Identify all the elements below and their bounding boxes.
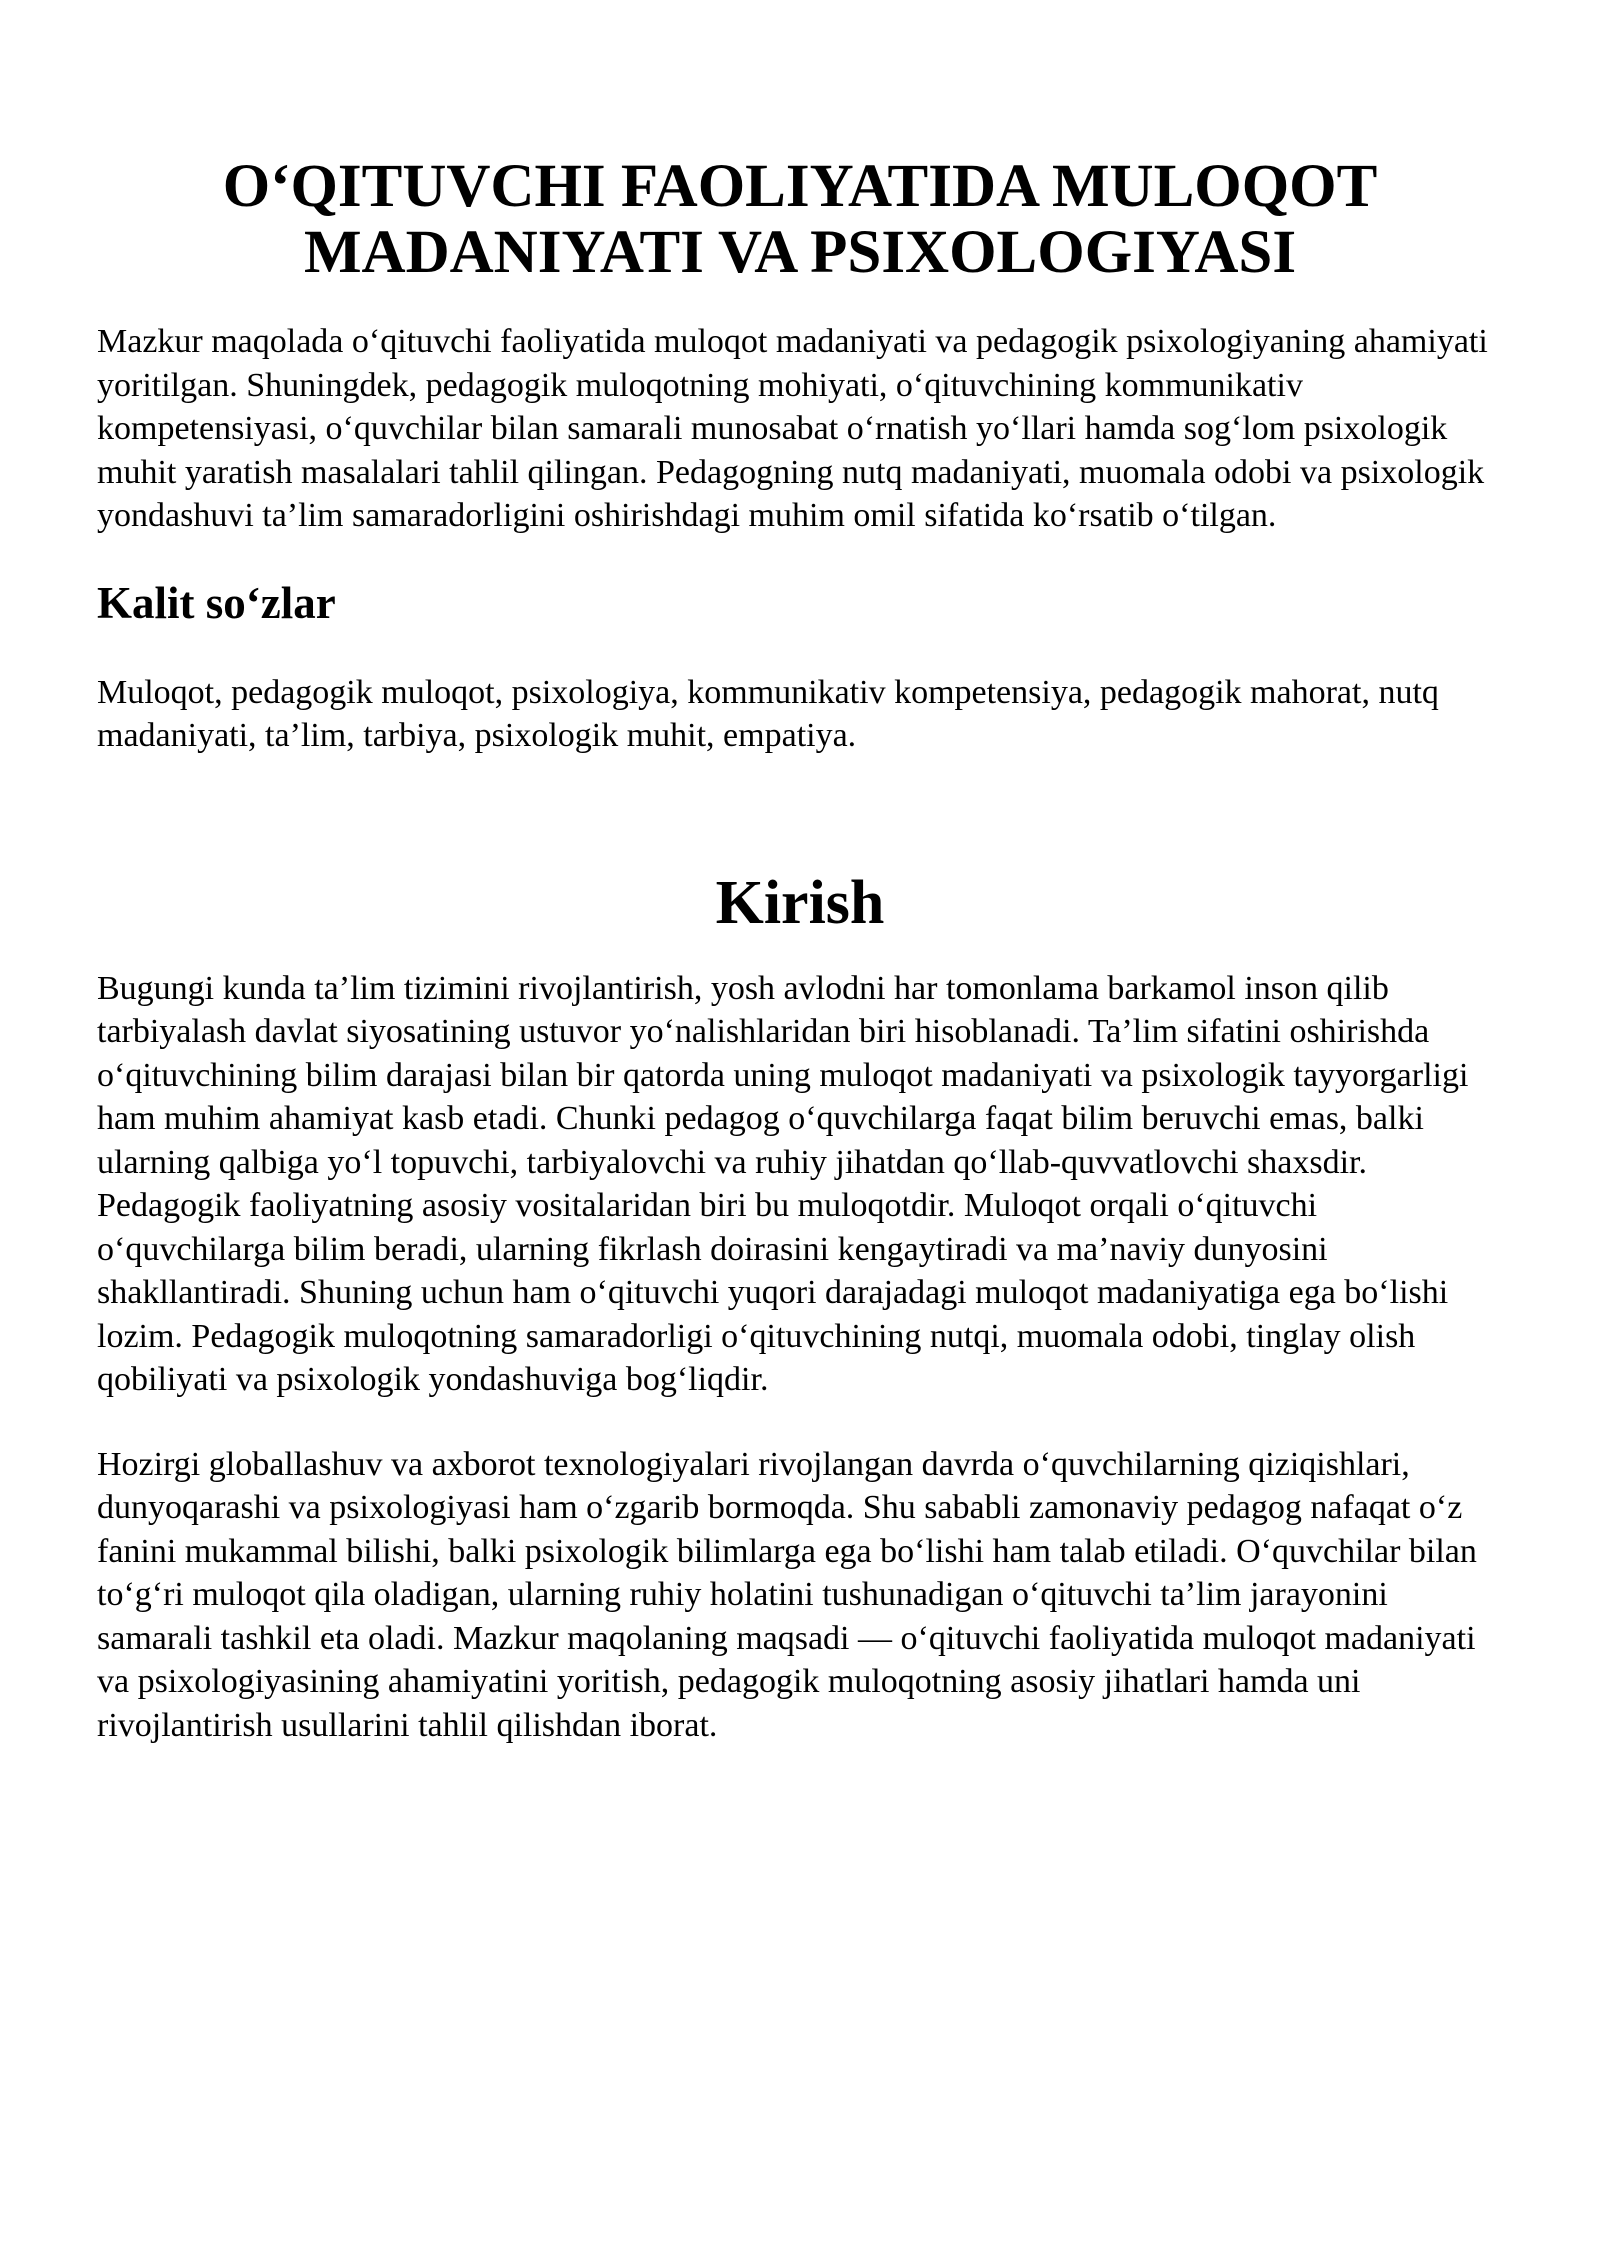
abstract-paragraph: Mazkur maqolada o‘qituvchi faoliyatida muloqot madaniyati va pedagogik psixologiyaning ahamiyati yoritilgan. Shuningdek, pedagogik muloqotning mohiyati, o‘qituvchining kommunikativ kompetensiyasi, o‘quvchilar bilan samarali munosabat o‘rnatish yo‘llari hamda sog‘lom psixologik muhit yaratish masalalari tahlil qilingan. Pedagogning nutq madaniyati, muomala odobi va psixologik yondashuvi ta’lim samaradorligini oshirishdagi muhim omil sifatida ko‘rsatib o‘tilgan. (97, 323, 1488, 534)
document-title: O‘QITUVCHI FAOLIYATIDA MULOQOT MADANIYATI VA PSIXOLOGIYASI (222, 153, 1378, 286)
intro-paragraph: Bugungi kunda ta’lim tizimini rivojlantirish, yosh avlodni har tomonlama barkamol inson qilib tarbiyalash davlat siyosatining ustuvor yo‘nalishlaridan biri hisoblanadi. Ta’lim sifatini oshirishda o‘qituvchining bilim darajasi bilan bir qatorda uning muloqot madaniyati va psixologik tayyorgarligi ham muhim ahamiyat kasb etadi. Chunki pedagog o‘quvchilarga faqat bilim beruvchi emas, balki ularning qalbiga yo‘l topuvchi, tarbiyalovchi va ruhiy jihatdan qo‘llab-quvvatlovchi shaxsdir. Pedagogik faoliyatning asosiy vositalaridan biri bu muloqotdir. Muloqot orqali o‘qituvchi o‘quvchilarga bilim beradi, ularning fikrlash doirasini kengaytiradi va ma’naviy dunyosini shakllantiradi. Shuning uchun ham o‘qituvchi yuqori darajadagi muloqot madaniyatiga ega bo‘lishi lozim. Pedagogik muloqotning samaradorligi o‘qituvchining nutqi, muomala odobi, tinglay olish qobiliyati va psixologik yondashuviga bog‘liqdir. (97, 969, 1469, 1398)
intro-paragraph: Hozirgi globallashuv va axborot texnologiyalari rivojlangan davrda o‘quvchilarning qiziqishlari, dunyoqarashi va psixologiyasi ham o‘zgarib bormoqda. Shu sababli zamonaviy pedagog nafaqat o‘z fanini mukammal bilishi, balki psixologik bilimlarga ega bo‘lishi ham talab etiladi. O‘quvchilar bilan to‘g‘ri muloqot qila oladigan, ularning ruhiy holatini tushunadigan o‘qituvchi ta’lim jarayonini samarali tashkil eta oladi. Mazkur maqolaning maqsadi — o‘qituvchi faoliyatida muloqot madaniyati va psixologiyasining ahamiyatini yoritish, pedagogik muloqotning asosiy jihatlari hamda uni rivojlantirish usullarini tahlil qilishdan iborat. (97, 1445, 1477, 1744)
keywords-paragraph: Muloqot, pedagogik muloqot, psixologiya, kommunikativ kompetensiya, pedagogik mahorat, nutq madaniyati, ta’lim, tarbiya, psixologik muhit, empatiya. (97, 673, 1439, 754)
intro-heading: Kirish (715, 868, 885, 937)
keywords-heading: Kalit so‘zlar (97, 577, 336, 628)
